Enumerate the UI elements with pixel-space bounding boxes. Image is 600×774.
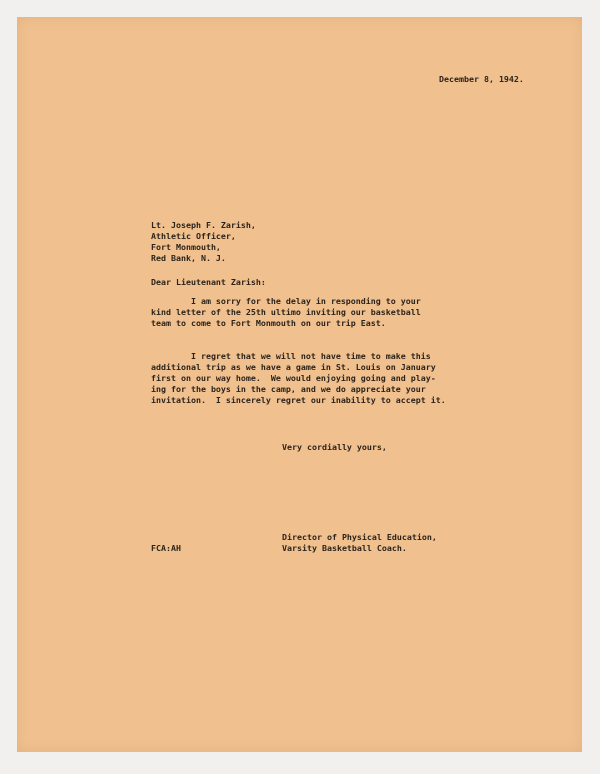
paragraph-2 (151, 351, 446, 406)
paragraph-line: I regret that we will not have time to make this (151, 351, 431, 361)
paragraph-line: team to come to Fort Monmouth on our trip East. (151, 318, 386, 328)
recipient-line: Athletic Officer, (151, 231, 236, 241)
letter-sheet (17, 17, 582, 752)
paragraph-line: kind letter of the 25th ultimo inviting our basketball (151, 307, 421, 317)
recipient-address (151, 220, 256, 264)
recipient-line: Fort Monmouth, (151, 242, 221, 252)
paragraph-line: ing for the boys in the camp, and we do appreciate your (151, 384, 426, 394)
letter-date: December 8, 1942. (439, 74, 524, 84)
paragraph-line: additional trip as we have a game in St. Louis on January (151, 362, 436, 372)
paragraph-1 (151, 296, 421, 329)
salutation: Dear Lieutenant Zarish: (151, 277, 266, 287)
recipient-line: Lt. Joseph F. Zarish, (151, 220, 256, 230)
paragraph-line: I am sorry for the delay in responding to your (151, 296, 421, 306)
reference-initials: FCA:AH (151, 543, 181, 553)
paragraph-line: first on our way home. We would enjoying going and play- (151, 373, 436, 383)
signature-line: Director of Physical Education, (282, 532, 437, 542)
signature-block (282, 532, 437, 554)
signature-line: Varsity Basketball Coach. (282, 543, 407, 553)
paragraph-line: invitation. I sincerely regret our inability to accept it. (151, 395, 446, 405)
recipient-line: Red Bank, N. J. (151, 253, 226, 263)
closing: Very cordially yours, (282, 442, 387, 452)
